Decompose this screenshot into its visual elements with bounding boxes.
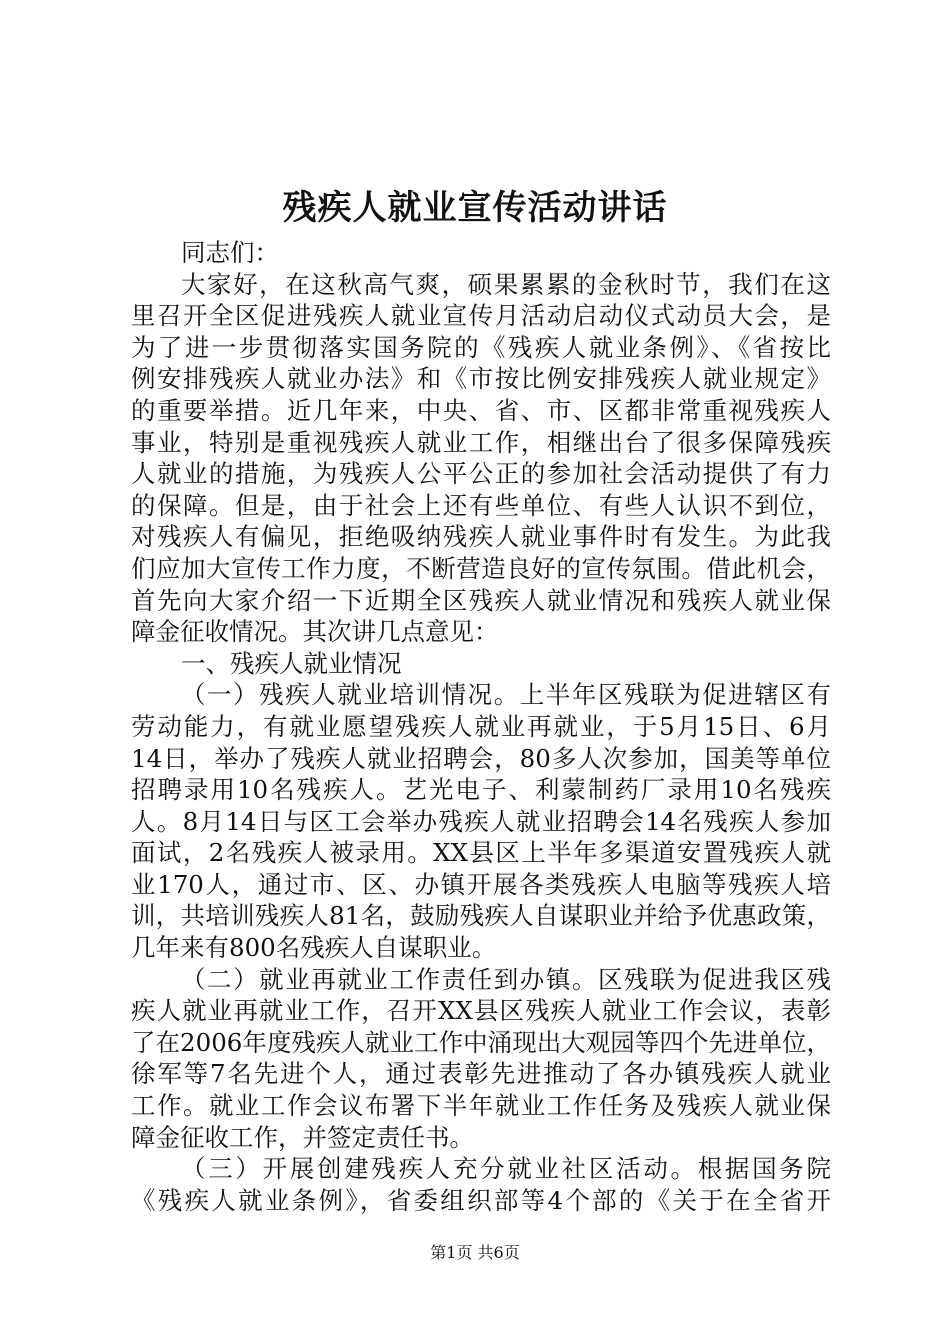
paragraph-line: （一）残疾人就业培训情况。上半年区残联为促进辖区有 — [181, 680, 831, 710]
paragraph-line: 14日，举办了残疾人就业招聘会，80多人次参加，国美等单位 — [131, 743, 831, 773]
paragraph-line: 为了进一步贯彻落实国务院的《残疾人就业条例》、《省按比 — [131, 332, 831, 362]
document-title: 残疾人就业宣传活动讲话 — [282, 188, 668, 228]
paragraph-line: 障金征收工作，并签定责任书。 — [131, 1122, 474, 1152]
paragraph-line: 障金征收情况。其次讲几点意见： — [131, 617, 499, 647]
paragraph-line: 《残疾人就业条例》，省委组织部等4个部的《关于在全省开 — [131, 1185, 831, 1215]
section-heading: 一、残疾人就业情况 — [181, 648, 402, 678]
page-number: 第1页 共6页 — [430, 1243, 520, 1262]
paragraph-line: 面试，2名残疾人被录用。XX县区上半年多渠道安置残疾人就 — [131, 838, 831, 868]
paragraph-line: （三）开展创建残疾人充分就业社区活动。根据国务院 — [181, 1154, 831, 1184]
paragraph-line: 人就业的措施，为残疾人公平公正的参加社会活动提供了有力 — [131, 459, 831, 489]
paragraph-line: 劳动能力，有就业愿望残疾人就业再就业，于5月15日、6月 — [131, 711, 831, 741]
paragraph-line: 了在2006年度残疾人就业工作中涌现出大观园等四个先进单位， — [131, 1027, 831, 1057]
paragraph-line: 的重要举措。近几年来，中央、省、市、区都非常重视残疾人 — [131, 395, 831, 425]
document-body — [131, 237, 831, 1216]
paragraph-line: 例安排残疾人就业办法》和《市按比例安排残疾人就业规定》 — [131, 364, 831, 394]
paragraph-line: 工作。就业工作会议布署下半年就业工作任务及残疾人就业保 — [131, 1091, 831, 1121]
salutation-line: 同志们： — [181, 238, 279, 267]
paragraph-line: 首先向大家介绍一下近期全区残疾人就业情况和残疾人就业保 — [131, 585, 831, 615]
paragraph-line: 里召开全区促进残疾人就业宣传月活动启动仪式动员大会，是 — [131, 301, 831, 331]
paragraph-line: 徐军等7名先进个人，通过表彰先进推动了各办镇残疾人就业 — [131, 1059, 831, 1089]
paragraph-line: 们应加大宣传工作力度，不断营造良好的宣传氛围。借此机会， — [131, 553, 831, 583]
paragraph-line: 对残疾人有偏见，拒绝吸纳残疾人就业事件时有发生。为此我 — [131, 522, 831, 552]
paragraph-line: 大家好，在这秋高气爽，硕果累累的金秋时节，我们在这 — [181, 269, 831, 299]
paragraph-line: 训，共培训残疾人81名，鼓励残疾人自谋职业并给予优惠政策， — [131, 901, 831, 931]
paragraph-line: 几年来有800名残疾人自谋职业。 — [131, 933, 497, 963]
paragraph-line: 的保障。但是，由于社会上还有些单位、有些人认识不到位， — [131, 490, 831, 520]
paragraph-line: 招聘录用10名残疾人。艺光电子、利蒙制药厂录用10名残疾 — [131, 775, 831, 805]
paragraph-line: 人。8月14日与区工会举办残疾人就业招聘会14名残疾人参加 — [131, 806, 831, 836]
paragraph-line: （二）就业再就业工作责任到办镇。区残联为促进我区残 — [181, 964, 831, 994]
paragraph-line: 业170人，通过市、区、办镇开展各类残疾人电脑等残疾人培 — [131, 869, 831, 899]
paragraph-line: 事业，特别是重视残疾人就业工作，相继出台了很多保障残疾 — [131, 427, 831, 457]
paragraph-line: 疾人就业再就业工作，召开XX县区残疾人就业工作会议，表彰 — [131, 996, 831, 1026]
